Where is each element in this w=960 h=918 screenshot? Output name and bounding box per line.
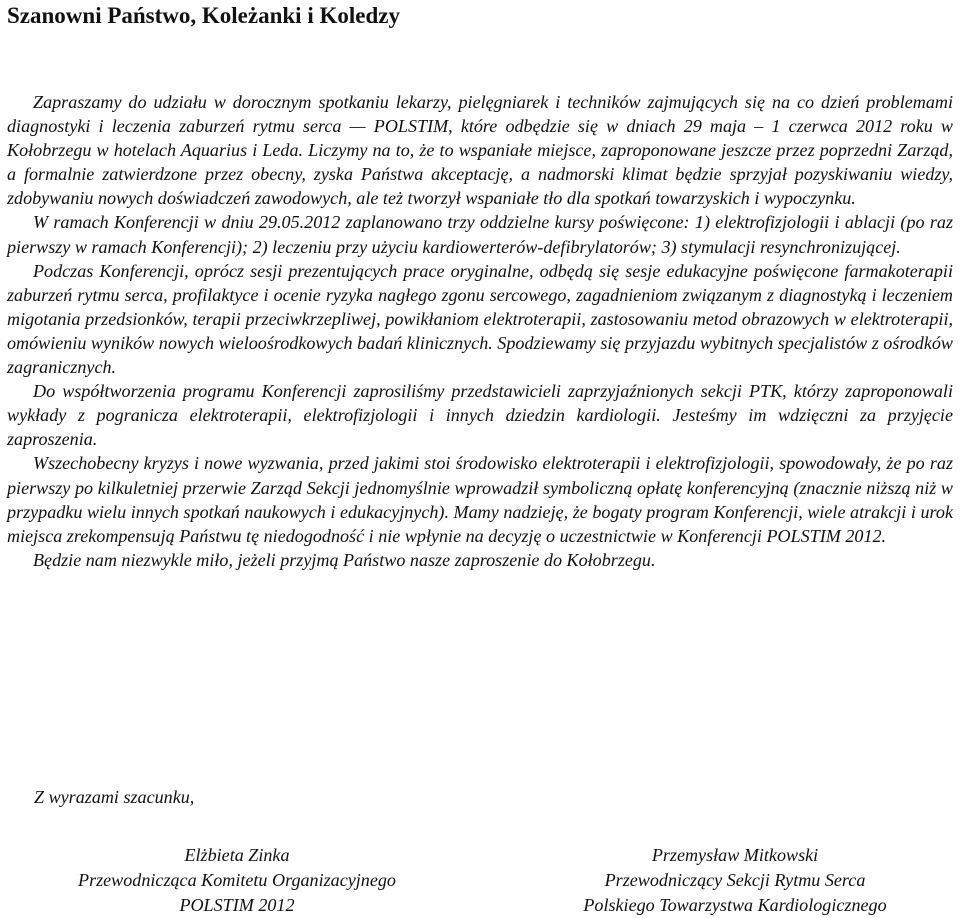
closing-formula: Z wyrazami szacunku, bbox=[34, 787, 195, 807]
signature-left bbox=[27, 843, 447, 918]
signature-right-name: Przemysław Mitkowski bbox=[651, 845, 819, 865]
paragraph-invitation: Zapraszamy do udziału w dorocznym spotkaniu lekarzy, pielęgniarek i techników zajmujących się na co dzień problemami diagnostyki i leczenia zaburzeń rytmu serca — POLSTIM, które odbędzie się w dniach 29 maja – 1 czerwca 2012 roku w Kołobrzegu w hotelach Aquarius i Leda. Liczymy na to, że to wspaniałe miejsce, zaproponowane jeszcze przez poprzedni Zarząd, a formalnie zatwierdzone przez obecny, zyska Państwa akceptację, a nadmorski klimat będzie sprzyjał pozyskiwaniu wiedzy, zdobywaniu nowych doświadczeń zawodowych, ale też tworzył wspaniałe tło dla spotkań towarzyskich i wypoczynku. bbox=[7, 92, 953, 209]
signature-right-role: Przewodniczący Sekcji Rytmu Serca bbox=[604, 870, 866, 890]
signature-right-org: Polskiego Towarzystwa Kardiologicznego bbox=[583, 895, 887, 915]
salutation: Szanowni Państwo, Koleżanki i Koledzy bbox=[7, 3, 400, 28]
signature-left-role: Przewodnicząca Komitetu Organizacyjnego bbox=[78, 870, 396, 890]
signature-right bbox=[525, 843, 945, 918]
paragraph-sessions: Podczas Konferencji, oprócz sesji prezentujących prace oryginalne, odbędą się sesje edukacyjne poświęcone farmakoterapii zaburzeń rytmu serca, profilaktyce i ocenie ryzyka nagłego zgonu sercowego, zagadnieniom związanym z diagnostyką i leczeniem migotania przedsionków, terapii przeciwkrzepliwej, powikłaniom elektroterapii, zastosowaniu metod obrazowych w elektroterapii, omówieniu wyników nowych wieloośrodkowych badań klinicznych. Spodziewamy się przyjazdu wybitnych specjalistów z ośrodków zagranicznych. bbox=[7, 260, 953, 378]
paragraph-courses: W ramach Konferencji w dniu 29.05.2012 zaplanowano trzy oddzielne kursy poświęcone: 1) elektrofizjologii i ablacji (po raz pierwszy w ramach Konferencji); 2) leczeniu przy użyciu kardiowerterów-defibrylatorów; 3) stymulacji resynchronizującej. bbox=[7, 212, 953, 257]
letter-body bbox=[7, 90, 953, 572]
paragraph-fee: Wszechobecny kryzys i nowe wyzwania, przed jakimi stoi środowisko elektroterapii i elektrofizjologii, spowodowały, że po raz pierwszy po kilkuletniej przerwie Zarząd Sekcji jednomyślnie wprowadził symboliczną opłatę konferencyjną (znacznie niższą niż w przypadku wielu innych spotkań naukowych i edukacyjnych). Mamy nadzieję, że bogaty program Konferencji, wiele atrakcji i urok miejsca zrekompensują Państwu tę niedogodność i nie wpłynie na decyzję o uczestnictwie w Konferencji POLSTIM 2012. bbox=[7, 453, 953, 546]
signature-left-org: POLSTIM 2012 bbox=[179, 895, 295, 915]
paragraph-closing-invitation: Będzie nam niezwykle miło, jeżeli przyjmą Państwo nasze zaproszenie do Kołobrzegu. bbox=[33, 549, 656, 570]
signature-left-name: Elżbieta Zinka bbox=[184, 845, 290, 865]
paragraph-cooperation: Do współtworzenia programu Konferencji zaprosiliśmy przedstawicieli zaprzyjaźnionych sekcji PTK, którzy zaproponowali wykłady z pogranicza elektroterapii, elektrofizjologii i innych dziedzin kardiologii. Jesteśmy im wdzięczni za przyjęcie zaproszenia. bbox=[7, 381, 953, 450]
